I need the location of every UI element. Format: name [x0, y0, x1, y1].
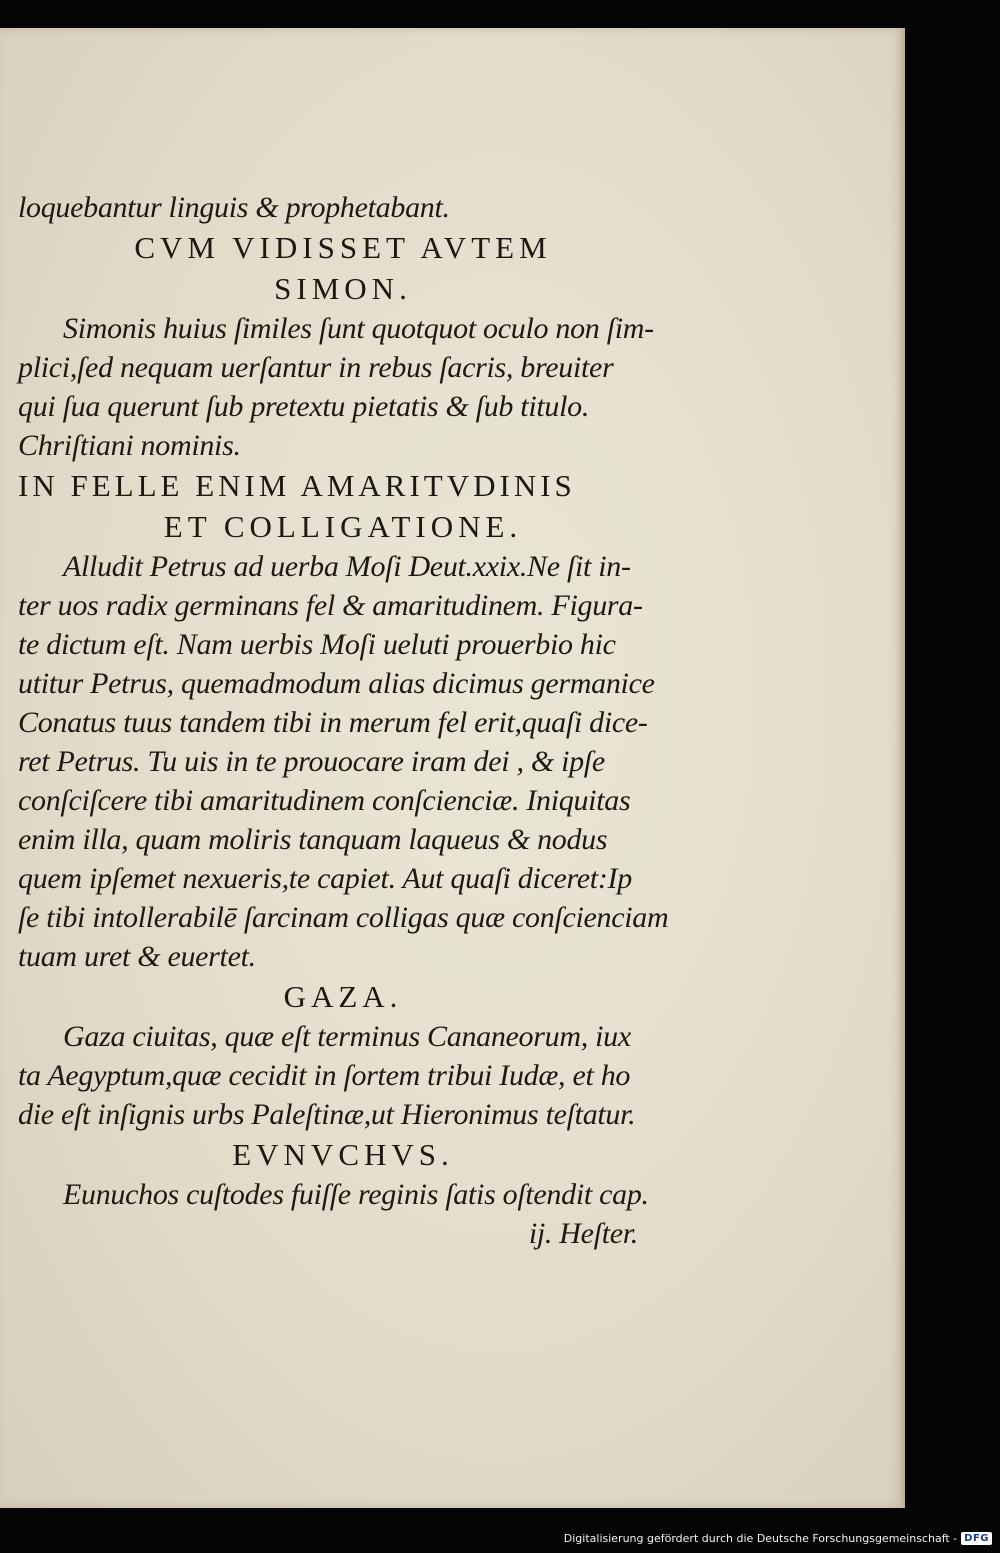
- text-line: Chriſtiani nominis.: [18, 429, 241, 462]
- dfg-logo: DFG: [961, 1532, 992, 1545]
- book-page: [0, 28, 905, 1508]
- section-heading: IN FELLE ENIM AMARITVDINIS: [18, 468, 576, 503]
- text-line: Conatus tuus tandem tibi in merum fel erit,quaſi dice-: [18, 706, 648, 739]
- paragraph-first-line: Gaza ciuitas, quæ eſt terminus Cananeorum, iux: [63, 1020, 631, 1053]
- text-line: enim illa, quam moliris tanquam laqueus & nodus: [18, 823, 608, 856]
- text-line: quem ipſemet nexueris,te capiet. Aut quaſi diceret:Ip: [18, 862, 632, 895]
- text-line: tuam uret & euertet.: [18, 940, 256, 973]
- text-line: ter uos radix germinans fel & amaritudinem. Figura-: [18, 589, 643, 622]
- text-line: ret Petrus. Tu uis in te prouocare iram dei , & ipſe: [18, 745, 605, 778]
- section-heading: GAZA.: [283, 979, 403, 1014]
- paragraph-first-line: Eunuchos cuſtodes fuiſſe reginis ſatis oſtendit cap.: [63, 1178, 649, 1211]
- section-heading: ET COLLIGATIONE.: [163, 509, 523, 544]
- text-line: ij. Heſter.: [528, 1217, 638, 1250]
- paragraph-first-line: Alludit Petrus ad uerba Moſi Deut.xxix.Ne ſit in-: [63, 550, 631, 583]
- text-line: ſe tibi intollerabilē ſarcinam colligas quæ conſcienciam: [18, 901, 669, 934]
- text-line: qui ſua querunt ſub pretextu pietatis & ſub titulo.: [18, 390, 590, 423]
- section-heading: CVM VIDISSET AVTEM: [134, 230, 552, 265]
- page-edge: [899, 28, 905, 1508]
- section-heading: EVNVCHVS.: [232, 1137, 454, 1172]
- text-line: die eſt inſignis urbs Paleſtinæ,ut Hieronimus teſtatur.: [18, 1098, 636, 1131]
- footer-credit-text: Digitalisierung gefördert durch die Deutsche Forschungsgemeinschaft -: [563, 1531, 958, 1545]
- paragraph-first-line: Simonis huius ſimiles ſunt quotquot oculo non ſim-: [63, 312, 654, 345]
- page-text: [18, 188, 668, 1253]
- text-line: utitur Petrus, quemadmodum alias dicimus germanice: [18, 667, 655, 700]
- text-line: plici,ſed nequam uerſantur in rebus ſacris, breuiter: [18, 351, 614, 384]
- footer-credit-bar: [564, 1527, 992, 1549]
- section-heading: SIMON.: [274, 271, 412, 306]
- text-line: loquebantur linguis & prophetabant.: [18, 191, 450, 224]
- text-line: ta Aegyptum,quæ cecidit in ſortem tribui Iudæ, et ho: [18, 1059, 631, 1092]
- text-line: conſciſcere tibi amaritudinem conſcienciæ. Iniquitas: [18, 784, 631, 817]
- text-line: te dictum eſt. Nam uerbis Moſi ueluti prouerbio hic: [18, 628, 616, 661]
